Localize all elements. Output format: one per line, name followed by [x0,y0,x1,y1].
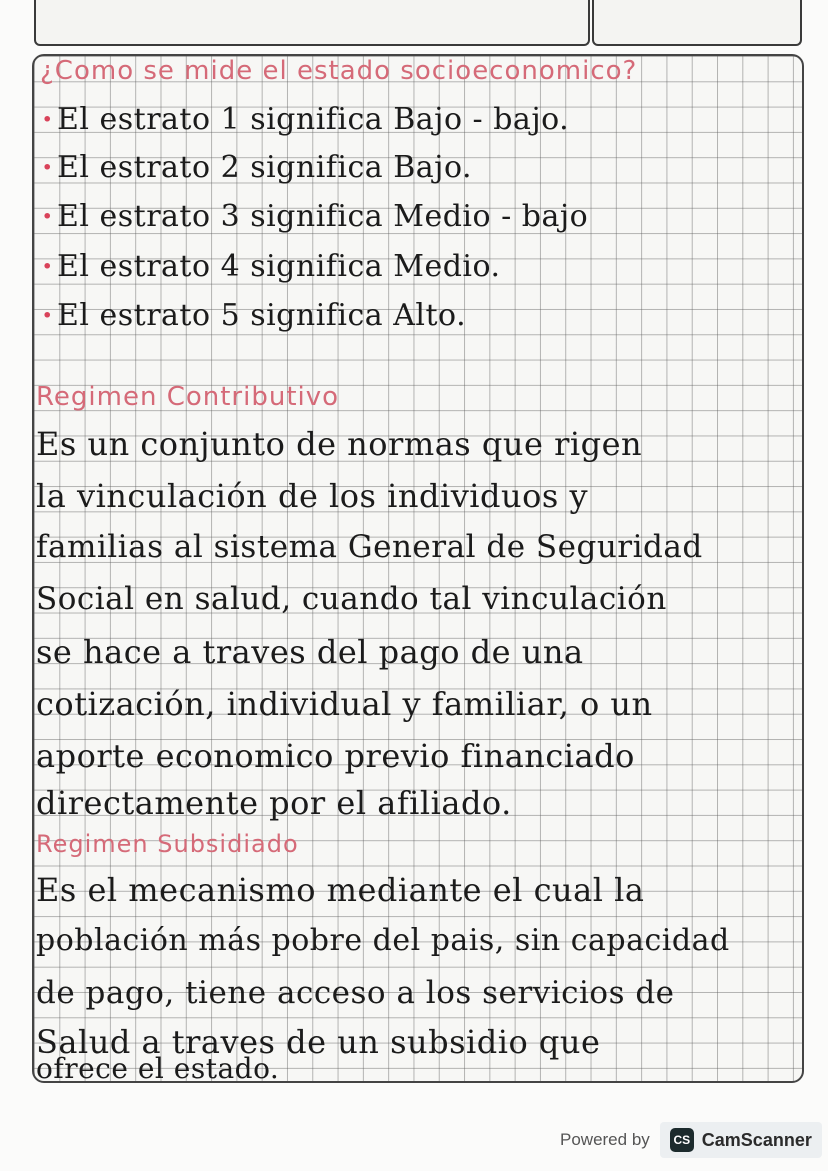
contributivo-text-line: directamente por el afiliado. [36,784,512,822]
top-date-box [592,0,802,46]
bullet-icon: · [42,102,53,137]
camscanner-watermark [560,1120,822,1160]
camscanner-brand-name: CamScanner [701,1129,812,1150]
stratum-line: · El estrato 3 significa Medio - bajo [42,199,589,234]
contributivo-text-line: Es un conjunto de normas que rigen [36,425,643,463]
bullet-icon: · [42,150,53,185]
contributivo-text-line: cotización, individual y familiar, o un [36,685,653,723]
camscanner-badge [660,1122,822,1158]
subsidiado-text-line: de pago, tiene acceso a los servicios de [36,975,675,1011]
stratum-line: · El estrato 4 significa Medio. [42,249,501,284]
subsidiado-text-line: Salud a traves de un subsidio que [36,1023,601,1061]
contributivo-text-line: aporte economico previo financiado [36,737,635,775]
bullet-icon: · [42,298,53,333]
contributivo-text-line: Social en salud, cuando tal vinculación [36,581,667,617]
contributivo-text-line: se hace a traves del pago de una [36,633,584,671]
contributivo-text-line: familias al sistema General de Seguridad [36,529,703,565]
subsidiado-text-line: población más pobre del pais, sin capacidad [36,923,730,958]
stratum-line: · El estrato 5 significa Alto. [42,298,467,333]
contributivo-text-line: la vinculación de los individuos y [36,477,589,515]
subsidiado-heading: Regimen Subsidiado [36,830,299,858]
stratum-line: · El estrato 1 significa Bajo - bajo. [42,102,570,137]
contributivo-heading: Regimen Contributivo [36,382,340,412]
stratum-line: · El estrato 2 significa Bajo. [42,150,473,185]
powered-by-text: Powered by [560,1130,650,1149]
bullet-icon: · [42,199,53,234]
top-header-box [34,0,590,46]
subsidiado-text-line: ofrece el estado. [36,1052,280,1083]
bullet-icon: · [42,249,53,284]
grid-notebook-paper [32,54,804,1083]
subsidiado-text-line: Es el mecanismo mediante el cual la [36,871,645,909]
question-heading: ¿Como se mide el estado socioeconomico? [40,56,638,86]
camscanner-logo-icon: CS [670,1128,694,1152]
